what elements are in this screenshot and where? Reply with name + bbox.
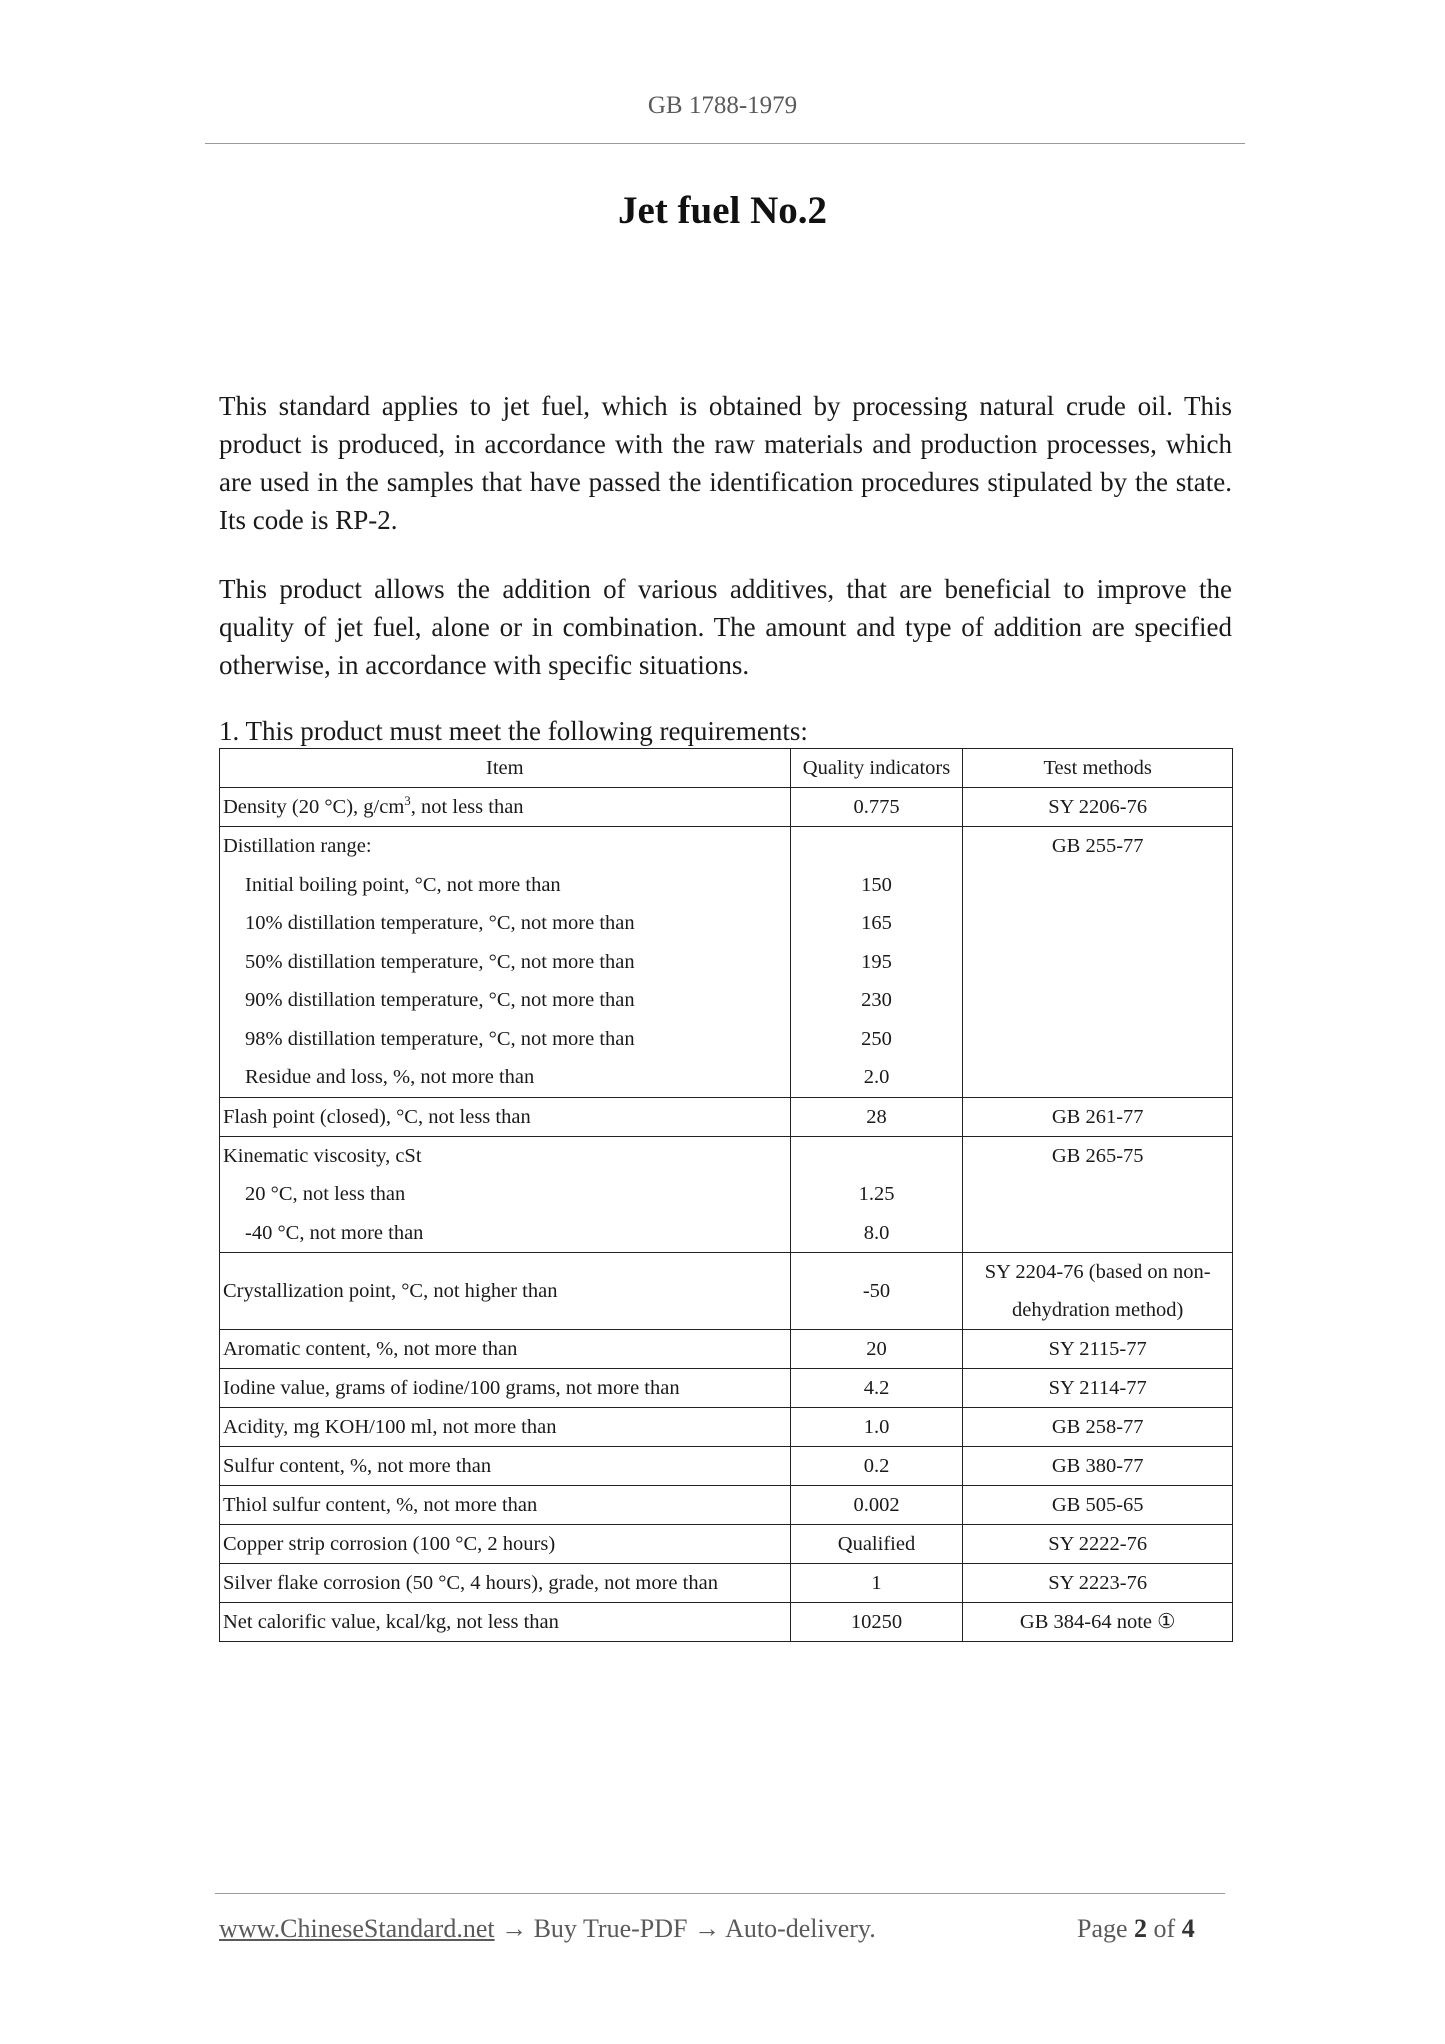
intro-paragraph: This standard applies to jet fuel, which is obtained by processing natural crude oil. This product is produced, in accordance with the raw materials and production processes, which are used in the samples that have passed the identification procedures stipulated by the state. Its code is RP-2. xyxy=(219,391,1232,535)
row-method: SY 2206-76 xyxy=(963,788,1233,827)
sub-value: 1.25 xyxy=(858,1183,895,1205)
header-quality-indicators: Quality indicators xyxy=(790,749,963,788)
sub-item: 20 °C, not less than xyxy=(245,1183,406,1205)
density-item-label: Density (20 °C), g/cm xyxy=(223,796,405,818)
table-row xyxy=(220,1486,1233,1525)
row-item: Silver flake corrosion (50 °C, 4 hours), grade, not more than xyxy=(220,1564,791,1603)
viscosity-label: Kinematic viscosity, cSt xyxy=(223,1144,422,1167)
method-line: dehydration method) xyxy=(1012,1299,1184,1321)
density-item-suffix: , not less than xyxy=(410,796,524,818)
sub-item: 50% distillation temperature, °C, not more than xyxy=(245,950,635,973)
sub-item: Residue and loss, %, not more than xyxy=(245,1066,535,1088)
row-item xyxy=(220,788,791,827)
row-value: 1 xyxy=(790,1564,963,1603)
row-value: 1.0 xyxy=(790,1408,963,1447)
page-indicator xyxy=(1077,1914,1195,1944)
row-method: GB 380-77 xyxy=(963,1447,1233,1486)
header-item: Item xyxy=(220,749,791,788)
row-method: SY 2115-77 xyxy=(963,1330,1233,1369)
sub-value: 8.0 xyxy=(863,1221,890,1244)
arrow-icon: → xyxy=(501,1914,528,1943)
row-item: Net calorific value, kcal/kg, not less than xyxy=(220,1603,791,1642)
row-item: Flash point (closed), °C, not less than xyxy=(220,1097,791,1136)
row-value: 0.775 xyxy=(790,788,963,827)
page-total: 4 xyxy=(1181,1914,1195,1943)
row-method: SY 2222-76 xyxy=(963,1525,1233,1564)
row-item: Aromatic content, %, not more than xyxy=(220,1330,791,1369)
row-method: GB 265-75 xyxy=(1051,1144,1144,1167)
row-item: Crystallization point, °C, not higher than xyxy=(220,1253,791,1330)
method-line: SY 2204-76 (based on non- xyxy=(984,1261,1211,1283)
table-header-row xyxy=(220,749,1233,788)
row-method: GB 505-65 xyxy=(963,1486,1233,1525)
row-method: SY 2114-77 xyxy=(963,1369,1233,1408)
header-divider xyxy=(205,143,1245,144)
table-row xyxy=(220,1564,1233,1603)
table-row xyxy=(220,827,1233,1098)
sub-item: 90% distillation temperature, °C, not more than xyxy=(245,989,635,1011)
header-test-methods: Test methods xyxy=(963,749,1233,788)
distillation-values xyxy=(790,827,963,1098)
table-row xyxy=(220,788,1233,827)
auto-delivery-text: Auto-delivery. xyxy=(725,1914,876,1943)
additives-paragraph: This product allows the addition of various additives, that are beneficial to improve the quality of jet fuel, alone or in combination. The amount and type of addition are specified otherwise, in accordance with specific situations. xyxy=(219,574,1232,680)
viscosity-items xyxy=(220,1136,791,1253)
buy-pdf-text: Buy True-PDF xyxy=(533,1914,688,1943)
page-label: Page xyxy=(1077,1914,1128,1943)
page-title: Jet fuel No.2 xyxy=(617,189,828,232)
table-row xyxy=(220,1603,1233,1642)
sub-value: 2.0 xyxy=(863,1066,890,1088)
row-method xyxy=(963,1253,1233,1330)
row-item: Thiol sulfur content, %, not more than xyxy=(220,1486,791,1525)
sub-value: 230 xyxy=(861,989,892,1011)
density-unit-exponent: 3 xyxy=(404,793,411,809)
row-value: 10250 xyxy=(790,1603,963,1642)
of-label: of xyxy=(1153,1914,1176,1943)
row-value: 4.2 xyxy=(790,1369,963,1408)
website-link[interactable]: www.ChineseStandard.net xyxy=(219,1914,495,1943)
arrow-icon: → xyxy=(694,1914,720,1943)
sub-value: 150 xyxy=(861,873,892,896)
distillation-items xyxy=(220,827,791,1098)
row-method: GB 255-77 xyxy=(1051,835,1144,857)
row-value: 0.2 xyxy=(790,1447,963,1486)
distillation-method xyxy=(963,827,1233,1098)
sub-item: -40 °C, not more than xyxy=(245,1221,424,1244)
table-row xyxy=(220,1369,1233,1408)
row-method: SY 2223-76 xyxy=(963,1564,1233,1603)
sub-item: 10% distillation temperature, °C, not more than xyxy=(245,912,635,934)
row-value: 0.002 xyxy=(790,1486,963,1525)
sub-item: 98% distillation temperature, °C, not more than xyxy=(245,1027,635,1050)
page-number: 2 xyxy=(1134,1914,1148,1943)
requirements-table xyxy=(219,748,1233,1642)
row-value: 28 xyxy=(790,1097,963,1136)
table-row xyxy=(220,1525,1233,1564)
row-item: Copper strip corrosion (100 °C, 2 hours) xyxy=(220,1525,791,1564)
sub-value: 165 xyxy=(861,912,892,934)
viscosity-method xyxy=(963,1136,1233,1253)
sub-value: 195 xyxy=(861,950,892,973)
footer-promo xyxy=(219,1914,876,1944)
requirements-heading: 1. This product must meet the following requirements: xyxy=(219,716,808,746)
table-row xyxy=(220,1253,1233,1330)
table-row xyxy=(220,1408,1233,1447)
row-method: GB 258-77 xyxy=(963,1408,1233,1447)
table-row xyxy=(220,1330,1233,1369)
row-method: GB 261-77 xyxy=(963,1097,1233,1136)
table-row xyxy=(220,1447,1233,1486)
row-item: Acidity, mg KOH/100 ml, not more than xyxy=(220,1408,791,1447)
table-row xyxy=(220,1136,1233,1253)
row-value: 20 xyxy=(790,1330,963,1369)
distillation-label: Distillation range: xyxy=(223,835,372,857)
row-value: -50 xyxy=(790,1253,963,1330)
row-value: Qualified xyxy=(790,1525,963,1564)
document-id-header: GB 1788-1979 xyxy=(647,92,798,119)
viscosity-values xyxy=(790,1136,963,1253)
sub-item: Initial boiling point, °C, not more than xyxy=(245,873,561,896)
row-item: Iodine value, grams of iodine/100 grams, not more than xyxy=(220,1369,791,1408)
table-row xyxy=(220,1097,1233,1136)
row-item: Sulfur content, %, not more than xyxy=(220,1447,791,1486)
footer-divider xyxy=(215,1893,1225,1894)
sub-value: 250 xyxy=(861,1027,892,1050)
row-method: GB 384-64 note ① xyxy=(963,1603,1233,1642)
